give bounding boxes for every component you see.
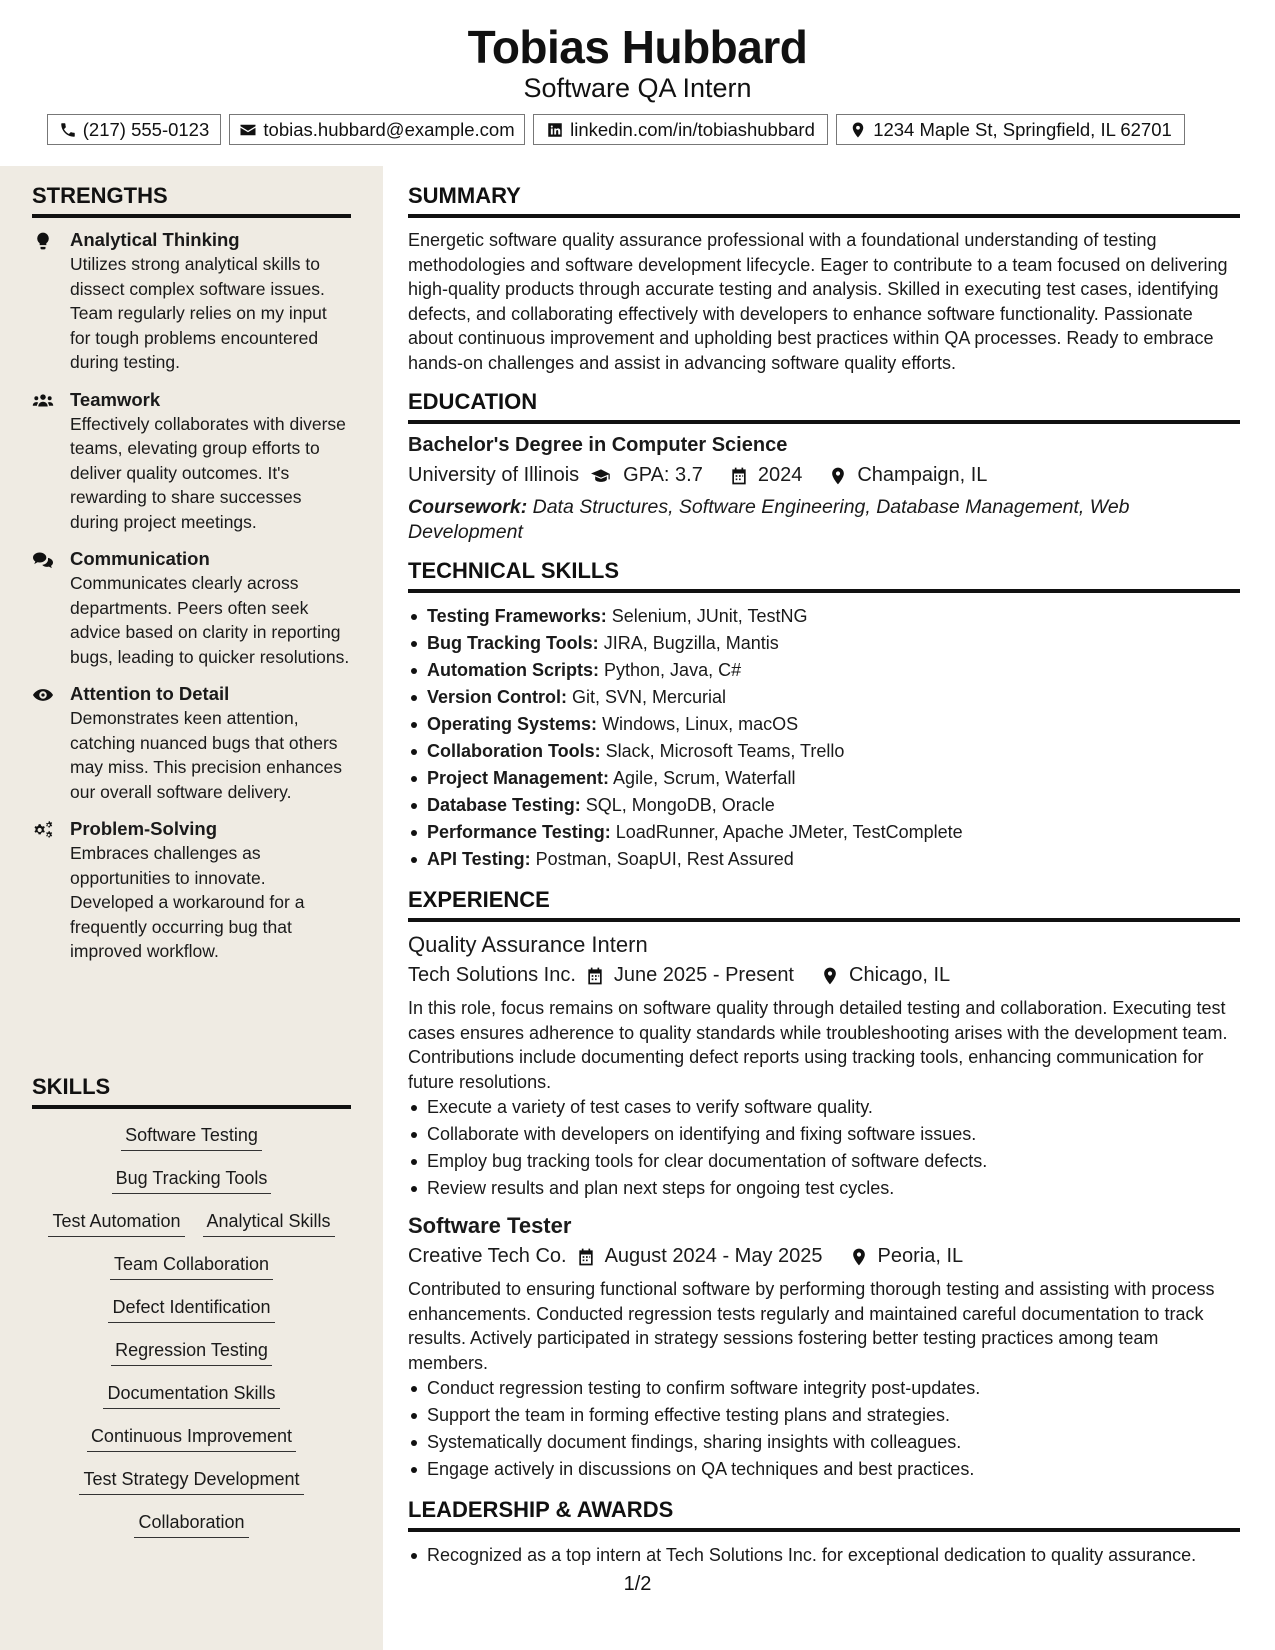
candidate-name: Tobias Hubbard — [467, 21, 808, 73]
coursework-label: Coursework: — [408, 496, 528, 518]
strength-item — [32, 388, 351, 535]
linkedin-text: linkedin.com/in/tobiashubbard — [570, 118, 815, 140]
users-icon — [32, 391, 54, 411]
job-bullet: Support the team in forming effective testing plans and strategies. — [408, 1402, 1240, 1429]
job-bullet: Systematically document findings, sharing insights with colleagues. — [408, 1429, 1240, 1456]
coursework — [408, 495, 1240, 544]
tech-skill-value: Python, Java, C# — [599, 660, 742, 680]
calendar-icon — [729, 466, 749, 486]
tech-skill-item — [408, 819, 1240, 846]
calendar-icon — [585, 966, 605, 986]
job-bullet: Execute a variety of test cases to verify software quality. — [408, 1094, 1240, 1121]
skill-chip: Bug Tracking Tools — [112, 1168, 272, 1194]
skill-chip: Software Testing — [121, 1125, 262, 1151]
map-marker-icon — [820, 966, 840, 986]
strength-item — [32, 228, 351, 375]
tech-skill-label: Automation Scripts: — [427, 660, 600, 680]
skill-chip: Analytical Skills — [203, 1211, 335, 1237]
job-entry — [408, 1213, 1240, 1483]
job-bullet: Conduct regression testing to confirm software integrity post-updates. — [408, 1375, 1240, 1402]
leadership-item: Recognized as a top intern at Tech Solutions Inc. for exceptional dedication to quality assurance. — [408, 1542, 1240, 1569]
page-number: 1/2 — [623, 1573, 652, 1595]
skill-chip: Documentation Skills — [103, 1383, 279, 1409]
job-title: Software Tester — [408, 1213, 572, 1238]
tech-skill-item — [408, 738, 1240, 765]
job-bullet: Collaborate with developers on identifying and fixing software issues. — [408, 1121, 1240, 1148]
candidate-title: Software QA Intern — [523, 73, 752, 103]
strength-item — [32, 682, 351, 804]
strength-desc: Demonstrates keen attention, catching nuanced bugs that others may miss. This precision enhances our overall software delivery. — [70, 708, 343, 802]
job-location: Chicago, IL — [849, 964, 951, 986]
job-location: Peoria, IL — [877, 1245, 964, 1267]
main-column — [408, 166, 1240, 1579]
contact-row — [47, 114, 1229, 145]
tech-skill-value: LoadRunner, Apache JMeter, TestComplete — [610, 822, 963, 842]
tech-skill-label: Operating Systems: — [427, 714, 598, 734]
tech-skill-item — [408, 603, 1240, 630]
tech-skill-item — [408, 630, 1240, 657]
tech-skill-value: Selenium, JUnit, TestNG — [606, 606, 808, 626]
leadership-list — [408, 1542, 1240, 1569]
summary-text: Energetic software quality assurance professional with a foundational understanding of testing methodologies and software development lifecycle. Eager to contribute to a team focused on delivering high-quality products through accurate testing and analysis. Skilled in executing test cases, identifying defects, and collaborating effectively with developers to enhance software functionality. Passionate about continuous improvement and upholding best practices within QA processes. Ready to embrace hands-on challenges and assist in advancing software quality efforts. — [408, 230, 1228, 373]
strength-item — [32, 817, 351, 964]
tech-skill-label: Collaboration Tools: — [427, 741, 601, 761]
graduation-cap-icon — [588, 466, 614, 486]
phone-text: (217) 555-0123 — [82, 118, 210, 140]
envelope-icon — [239, 121, 257, 139]
strength-desc: Effectively collaborates with diverse teams, elevating group efforts to deliver quality outcomes. It's rewarding to share successes during project meetings. — [70, 413, 346, 532]
company-name: Creative Tech Co. — [408, 1245, 567, 1267]
contact-phone[interactable] — [47, 114, 221, 145]
linkedin-icon — [546, 121, 564, 139]
tech-skill-label: Bug Tracking Tools: — [427, 633, 599, 653]
job-meta — [408, 1245, 1240, 1268]
tech-skill-item — [408, 711, 1240, 738]
tech-skill-value: Windows, Linux, macOS — [597, 714, 799, 734]
technical-skills-list — [408, 603, 1240, 873]
skill-chip: Collaboration — [134, 1512, 248, 1538]
strength-desc: Utilizes strong analytical skills to dissect complex software issues. Team regularly relies on my input for tough problems encountered during testing. — [70, 254, 327, 372]
job-dates: August 2024 - May 2025 — [604, 1245, 823, 1267]
education-meta — [408, 464, 1240, 487]
leadership-heading: LEADERSHIP & AWARDS — [408, 1497, 1240, 1532]
skills-section — [32, 1074, 351, 1538]
contact-linkedin[interactable] — [533, 114, 828, 145]
company-name: Tech Solutions Inc. — [408, 964, 576, 986]
job-bullet: Review results and plan next steps for ongoing test cycles. — [408, 1175, 1240, 1202]
job-bullet: Employ bug tracking tools for clear documentation of software defects. — [408, 1148, 1240, 1175]
strengths-heading: STRENGTHS — [32, 183, 351, 218]
strength-title: Analytical Thinking — [70, 229, 240, 250]
email-text: tobias.hubbard@example.com — [263, 118, 515, 140]
skill-chip: Test Automation — [48, 1211, 184, 1237]
graduation-year: 2024 — [757, 464, 803, 486]
leadership-section — [408, 1497, 1240, 1569]
coursework-text: Data Structures, Software Engineering, Database Management, Web Development — [408, 496, 1130, 543]
strength-title: Problem-Solving — [70, 818, 217, 839]
cogs-icon — [32, 820, 54, 840]
technical-skills-section — [408, 558, 1240, 873]
contact-address[interactable] — [836, 114, 1185, 145]
job-bullets — [408, 1375, 1240, 1483]
job-bullet: Engage actively in discussions on QA techniques and best practices. — [408, 1456, 1240, 1483]
resume-header — [0, 0, 1275, 160]
education-heading: EDUCATION — [408, 389, 1240, 424]
address-text: 1234 Maple St, Springfield, IL 62701 — [873, 118, 1172, 140]
map-marker-icon — [828, 466, 848, 486]
strength-title: Communication — [70, 548, 210, 569]
phone-icon — [59, 121, 77, 139]
strength-title: Attention to Detail — [70, 683, 230, 704]
map-marker-icon — [849, 1247, 869, 1267]
job-description: Contributed to ensuring functional software by performing thorough testing and assisting with process enhancements. Conducted regression tests regularly and maintained careful documentation to track results. Actively participated in strategy sessions fostering better testing practices among team members. — [408, 1279, 1215, 1373]
tech-skill-value: Slack, Microsoft Teams, Trello — [600, 741, 845, 761]
summary-heading: SUMMARY — [408, 183, 1240, 218]
tech-skill-item — [408, 765, 1240, 792]
tech-skill-label: Project Management: — [427, 768, 610, 788]
tech-skill-label: Performance Testing: — [427, 822, 611, 842]
school-location: Champaign, IL — [857, 464, 988, 486]
school-name: University of Illinois — [408, 464, 580, 486]
job-bullets — [408, 1094, 1240, 1202]
skill-chip: Team Collaboration — [110, 1254, 273, 1280]
tech-skill-value: Postman, SoapUI, Rest Assured — [530, 849, 794, 869]
experience-heading: EXPERIENCE — [408, 887, 1240, 922]
tech-skill-label: Testing Frameworks: — [427, 606, 607, 626]
job-entry — [408, 932, 1240, 1202]
job-title: Quality Assurance Intern — [408, 932, 648, 957]
skills-list — [32, 1119, 351, 1538]
summary-section — [408, 183, 1240, 375]
calendar-icon — [576, 1247, 596, 1267]
strength-desc: Communicates clearly across departments. Peers often seek advice based on clarity in reporting bugs, leading to quicker resolutions. — [70, 573, 350, 667]
contact-email[interactable] — [229, 114, 525, 145]
eye-icon — [32, 685, 54, 705]
strengths-section — [32, 183, 351, 977]
tech-skill-label: Version Control: — [427, 687, 568, 707]
skill-chip: Regression Testing — [111, 1340, 272, 1366]
tech-skill-item — [408, 846, 1240, 873]
tech-skill-item — [408, 684, 1240, 711]
degree-title: Bachelor's Degree in Computer Science — [408, 434, 788, 456]
sidebar — [0, 166, 383, 1650]
tech-skill-label: Database Testing: — [427, 795, 581, 815]
experience-section — [408, 887, 1240, 1483]
skill-chip: Test Strategy Development — [79, 1469, 303, 1495]
skill-chip: Defect Identification — [108, 1297, 274, 1323]
map-marker-icon — [849, 121, 867, 139]
tech-skill-item — [408, 792, 1240, 819]
skills-heading: SKILLS — [32, 1074, 351, 1109]
gpa-text: GPA: 3.7 — [623, 464, 703, 486]
strength-title: Teamwork — [70, 388, 161, 410]
skill-chip: Continuous Improvement — [87, 1426, 296, 1452]
tech-skill-value: Git, SVN, Mercurial — [567, 687, 727, 707]
lightbulb-icon — [32, 231, 54, 251]
job-description: In this role, focus remains on software quality through detailed testing and collaboration. Executing test cases ensures adherence to quality standards while troubleshooting arises with the development team. Contributions include documenting defect reports using tracking tools, enhancing communication for future resolutions. — [408, 998, 1228, 1092]
job-meta — [408, 964, 1240, 987]
strength-item — [32, 547, 351, 669]
tech-skill-value: Agile, Scrum, Waterfall — [609, 768, 796, 788]
education-section — [408, 389, 1240, 544]
tech-skill-value: JIRA, Bugzilla, Mantis — [598, 633, 779, 653]
comments-icon — [32, 550, 54, 570]
tech-skill-item — [408, 657, 1240, 684]
job-dates: June 2025 - Present — [613, 964, 794, 986]
strength-desc: Embraces challenges as opportunities to innovate. Developed a workaround for a frequently occurring bug that improved workflow. — [70, 843, 305, 961]
tech-skill-value: SQL, MongoDB, Oracle — [580, 795, 775, 815]
technical-skills-heading: TECHNICAL SKILLS — [408, 558, 1240, 593]
tech-skill-label: API Testing: — [427, 849, 531, 869]
